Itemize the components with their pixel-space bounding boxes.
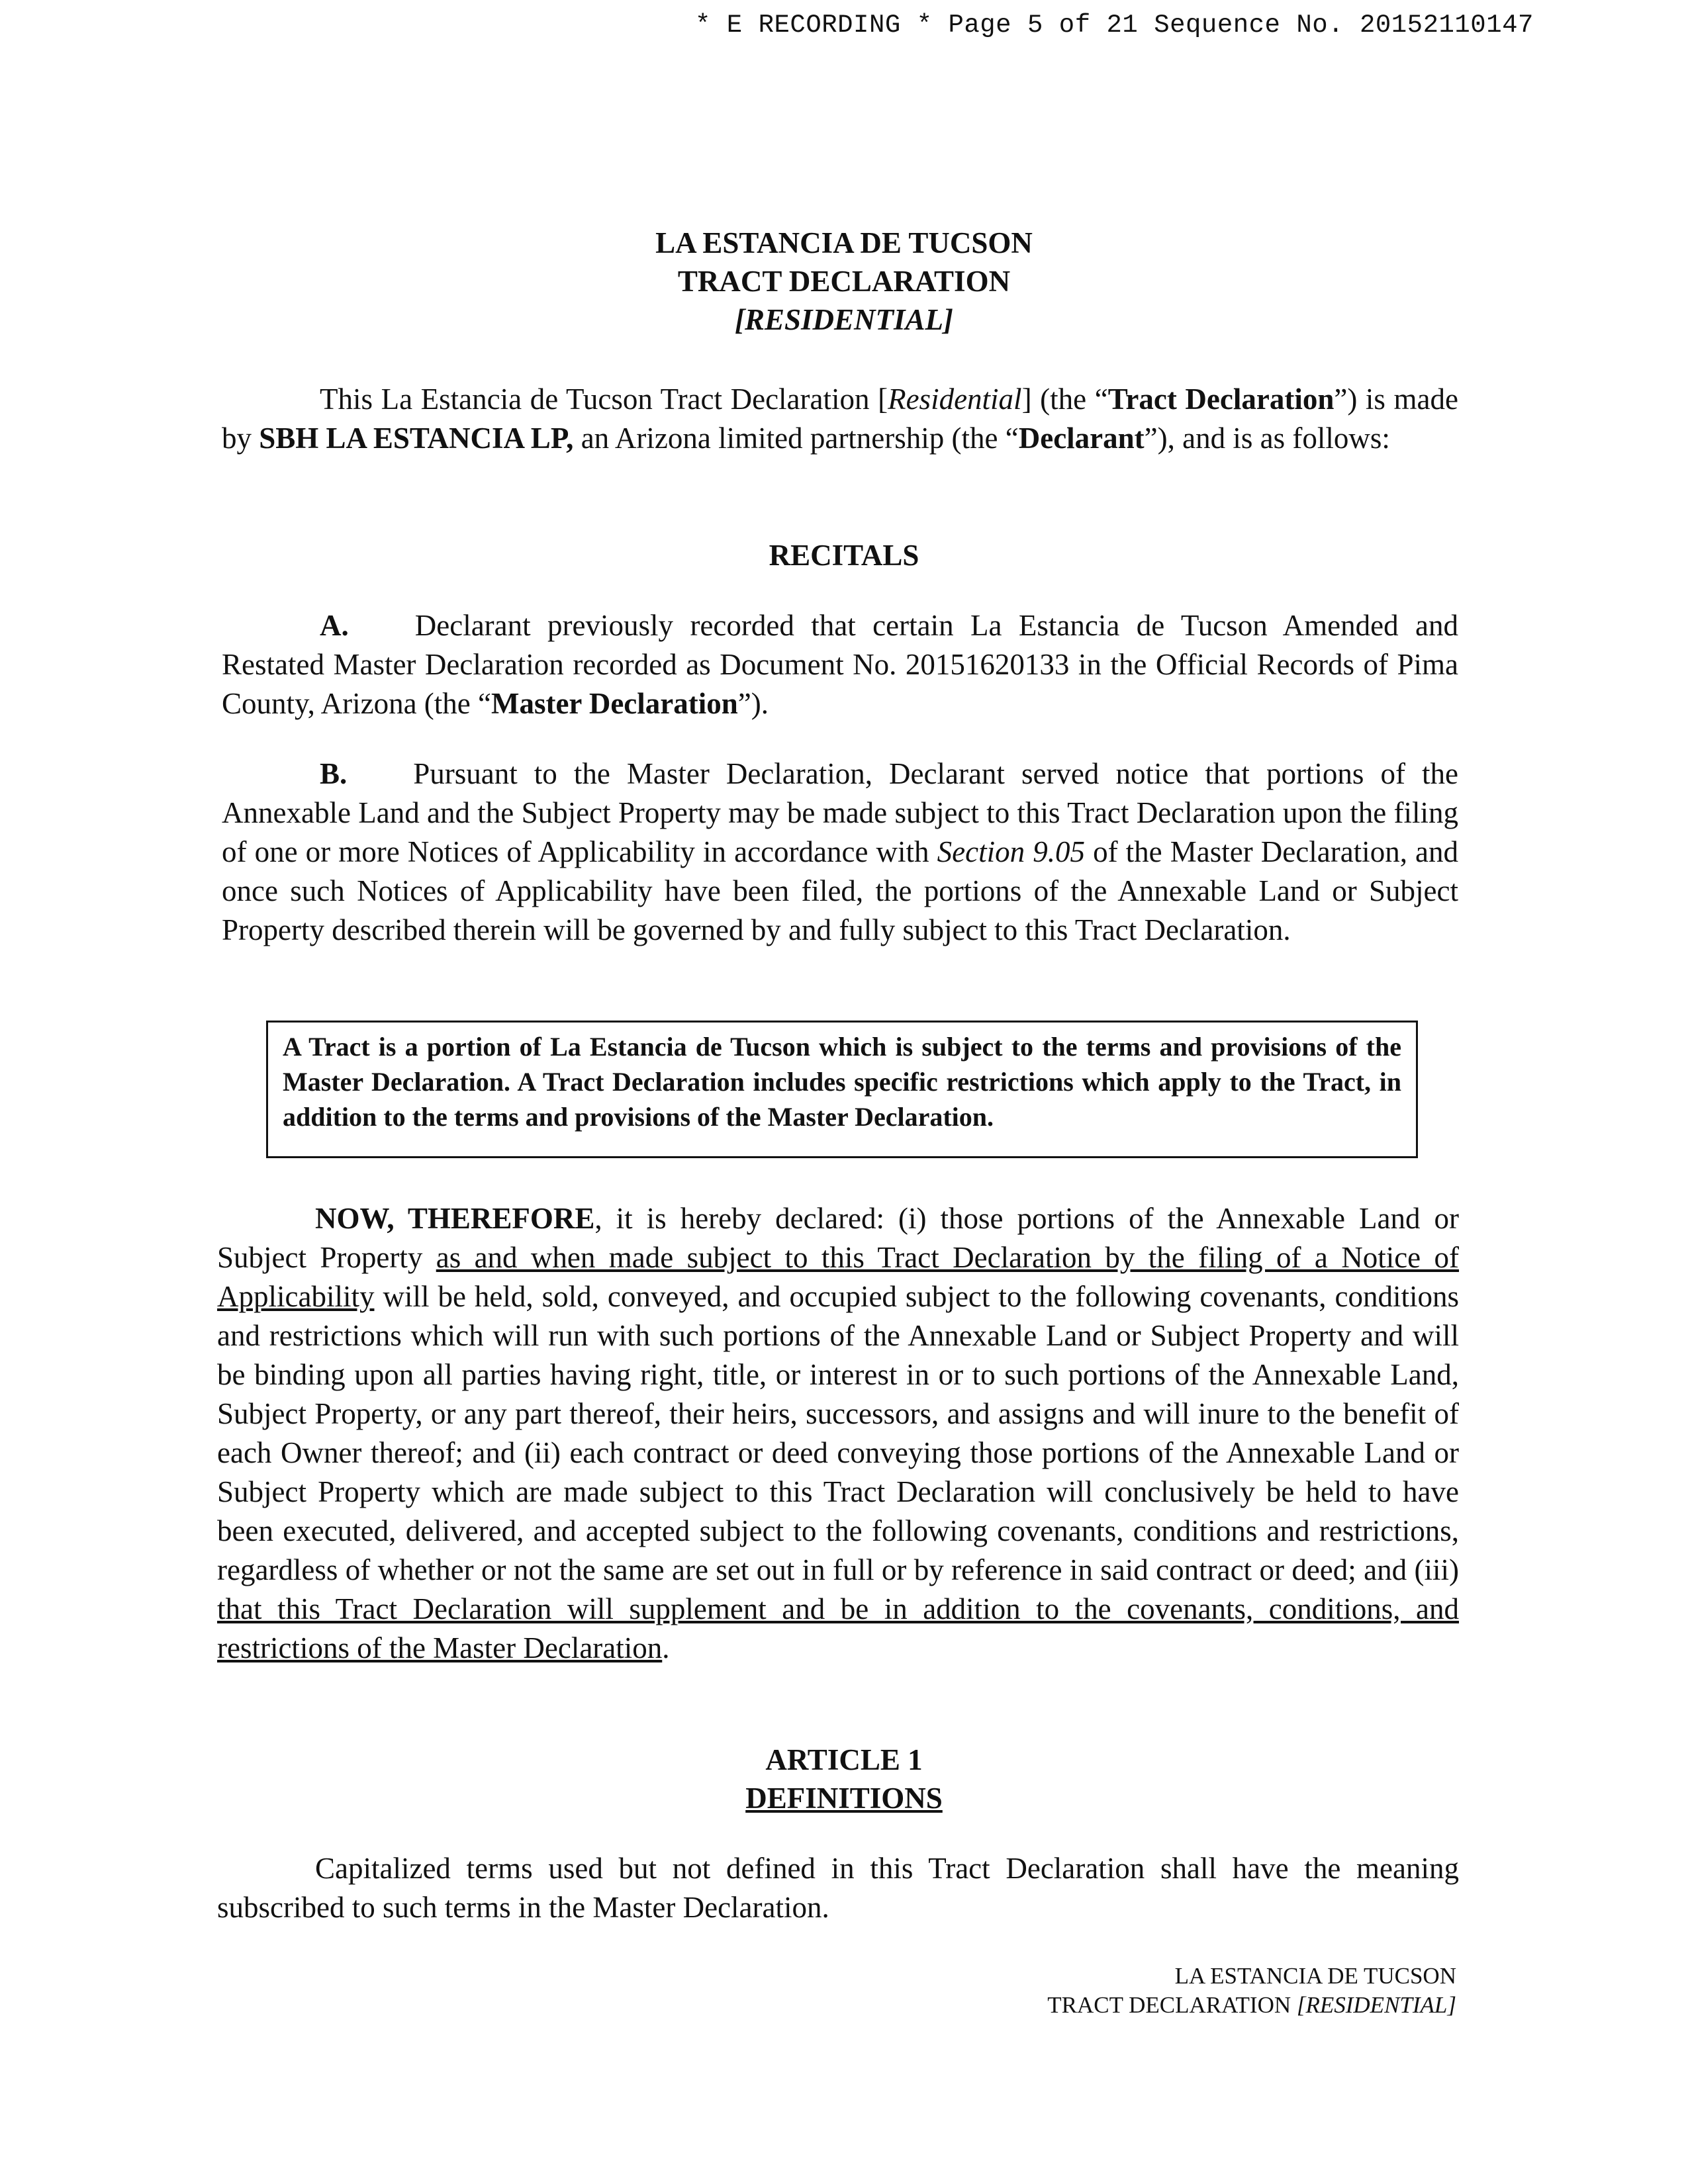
intro-text-2: Residential xyxy=(888,383,1022,416)
recital-a-text-2: Master Declaration xyxy=(491,687,738,720)
now-therefore-paragraph xyxy=(217,1199,1459,1668)
title-line-3: [RESIDENTIAL] xyxy=(734,303,954,336)
intro-text-1: This La Estancia de Tucson Tract Declaration [ xyxy=(320,383,888,416)
recitals-heading: RECITALS xyxy=(769,539,919,572)
recital-a-text-3: ”). xyxy=(737,687,769,720)
recital-a-label: A. xyxy=(320,609,349,642)
intro-text-8: Declarant xyxy=(1018,422,1145,455)
page-footer xyxy=(927,1962,1456,2020)
now-therefore-text-2: , it is hereby declared: (i) those portions of the Annexable Land or Subject Property xyxy=(217,1202,1459,1274)
intro-text-7: an Arizona limited partnership (the “ xyxy=(573,422,1019,455)
document-title xyxy=(0,224,1688,339)
article-1-heading xyxy=(0,1741,1688,1817)
now-therefore-text-5: that this Tract Declaration will supplement and be in addition to the covenants, conditions, and restrictions of the Master Declaration xyxy=(217,1592,1459,1664)
now-therefore-text-6: . xyxy=(662,1631,670,1664)
recording-header: * E RECORDING * Page 5 of 21 Sequence No. 20152110147 xyxy=(695,11,1534,40)
footer-line-2-italic: [RESIDENTIAL] xyxy=(1296,1992,1456,2018)
recital-b-text-2: Section 9.05 xyxy=(937,835,1085,868)
article-1-title: DEFINITIONS xyxy=(745,1782,943,1815)
notice-box: A Tract is a portion of La Estancia de Tucson which is subject to the terms and provisions of the Master Declaration. A Tract Declaration includes specific restrictions which apply to the Tract, in addition to the terms and provisions of the Master Declaration. xyxy=(266,1021,1418,1158)
recital-a-text-1: Declarant previously recorded that certain La Estancia de Tucson Amended and Restated Master Declaration recorded as Document No. 20151620133 in the Official Records of Pima County, Arizona (the “ xyxy=(222,609,1458,720)
now-therefore-text-4: will be held, sold, conveyed, and occupied subject to the following covenants, conditions and restrictions which will run with such portions of the Annexable Land or Subject Property and will be binding upon all parties having right, title, or interest in or to such portions of the Annexable Land, Subject Property, or any part thereof, their heirs, successors, and assigns and will inure to the benefit of each Owner thereof; and (ii) each contract or deed conveying those portions of the Annexable Land or Subject Property which are made subject to this Tract Declaration will conclusively be held to have been executed, delivered, and accepted subject to the following covenants, conditions and restrictions, regardless of whether or not the same are set out in full or by reference in said contract or deed; and (iii) xyxy=(217,1280,1459,1586)
footer-line-2-text: TRACT DECLARATION xyxy=(1047,1992,1297,2018)
recital-b-text-3: of the Master Declaration, and once such Notices of Applicability have been filed, the portions of the Annexable Land or Subject Property described therein will be governed by and fully subject to this Tract Declaration. xyxy=(222,835,1459,946)
intro-text-3: ] (the “ xyxy=(1021,383,1108,416)
intro-text-5: ”) is made by xyxy=(222,383,1458,455)
recital-a xyxy=(222,606,1458,723)
article-1-body: Capitalized terms used but not defined in this Tract Declaration shall have the meaning subscribed to such terms in the Master Declaration. xyxy=(217,1852,1459,1924)
footer-line-1: LA ESTANCIA DE TUCSON xyxy=(1174,1963,1456,1989)
footer-line-2 xyxy=(927,1991,1456,2020)
now-therefore-text-1: NOW, THEREFORE xyxy=(315,1202,595,1235)
recital-b xyxy=(222,754,1458,950)
article-1-number: ARTICLE 1 xyxy=(765,1743,923,1776)
intro-paragraph xyxy=(222,380,1458,458)
now-therefore-text-3: as and when made subject to this Tract Declaration by the filing of a Notice of Applicability xyxy=(217,1241,1460,1313)
intro-text-6: SBH LA ESTANCIA LP, xyxy=(259,422,574,455)
intro-text-4: Tract Declaration xyxy=(1107,383,1335,416)
recital-b-label: B. xyxy=(320,757,348,790)
title-line-1: LA ESTANCIA DE TUCSON xyxy=(655,226,1033,259)
title-line-2: TRACT DECLARATION xyxy=(677,265,1011,298)
intro-text-9: ”), and is as follows: xyxy=(1144,422,1390,455)
recital-b-text-1: Pursuant to the Master Declaration, Declarant served notice that portions of the Annexable Land and the Subject Property may be made subject to this Tract Declaration upon the filing of one or more Notices of Applicability in accordance with xyxy=(222,757,1458,868)
